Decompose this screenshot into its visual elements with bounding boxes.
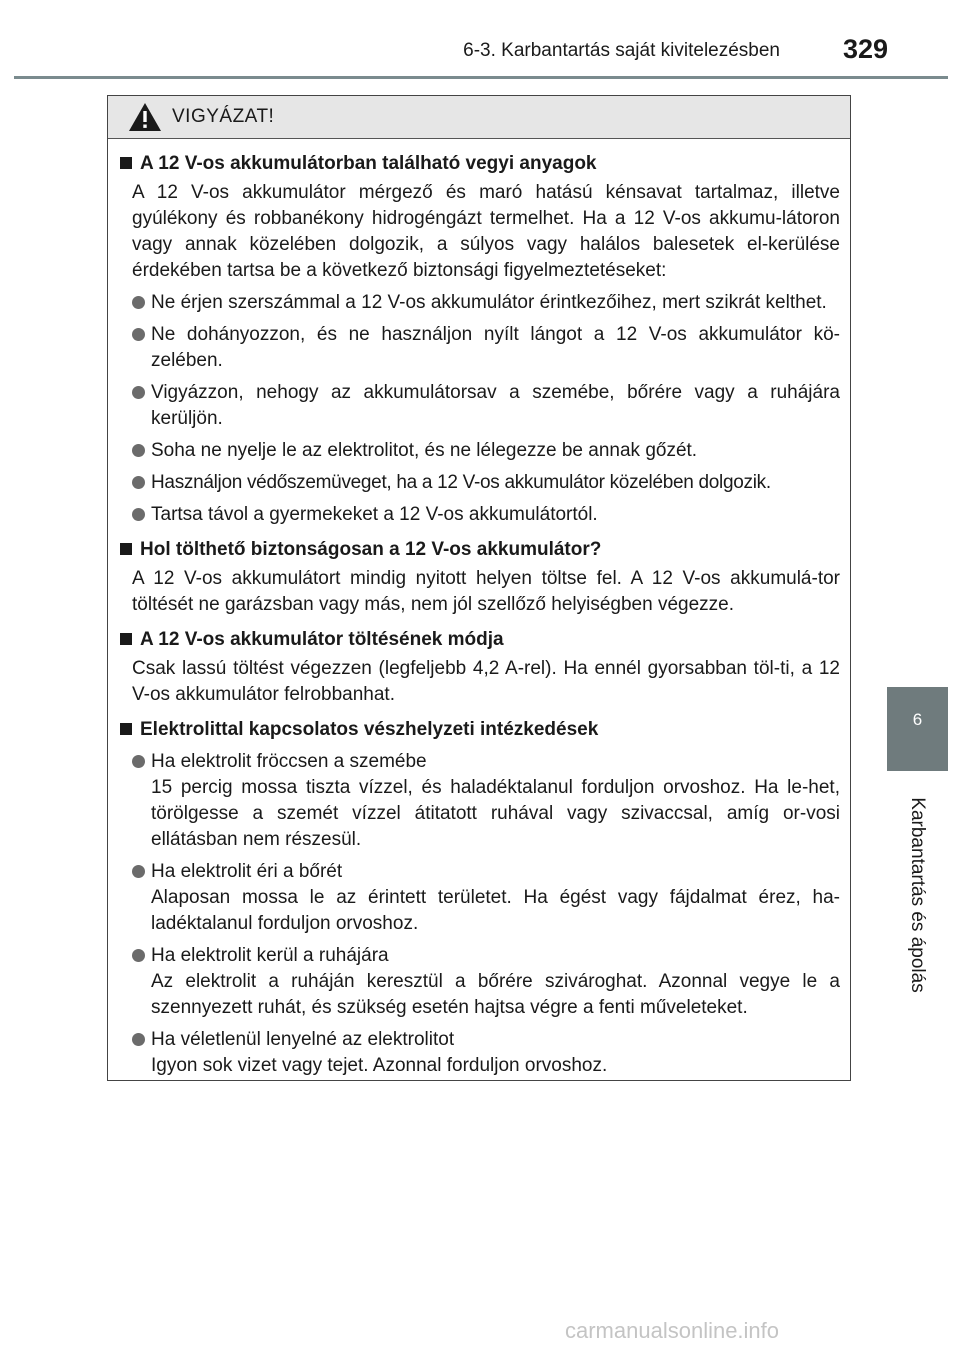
- section-paragraph: A 12 V-os akkumulátort mindig nyitott helyen töltse fel. A 12 V-os akkumulá-tor töltését ne garázsban vagy más, nem jól szellőző helyiségben végezze.: [132, 568, 840, 615]
- section-heading: A 12 V-os akkumulátor töltésének módja: [120, 627, 840, 653]
- emergency-title: Ha véletlenül lenyelné az elektrolitot: [151, 1029, 455, 1050]
- emergency-text: Az elektrolit a ruháján keresztül a bőrére szivároghat. Azonnal vegye le a szennyezett ruhát, és szükség esetén hajtsa végre a fenti műveleteket.: [151, 971, 840, 1018]
- section-heading: Elektrolittal kapcsolatos vészhelyzeti intézkedések: [120, 717, 840, 743]
- round-bullet-icon: [132, 386, 145, 399]
- list-item: [120, 1027, 840, 1079]
- list-item: [120, 943, 840, 1021]
- round-bullet-icon: [132, 1033, 145, 1046]
- section-heading: A 12 V-os akkumulátorban található vegyi anyagok: [120, 151, 840, 177]
- list-item: Ne érjen szerszámmal a 12 V-os akkumulátor érintkezőihez, mert szikrát kelthet.: [120, 290, 840, 316]
- chapter-number: 6: [912, 710, 923, 729]
- chapter-label: Karbantartás és ápolás: [907, 797, 928, 993]
- emergency-text: 15 percig mossa tiszta vízzel, és haladéktalanul forduljon orvoshoz. Ha le-het, törölgesse a szemét vízzel átitatott ruhával vagy szivaccsal, amíg or-vosi ellátásban nem részesül.: [151, 777, 840, 850]
- list-item: [120, 859, 840, 937]
- square-bullet-icon: [120, 543, 132, 555]
- square-bullet-icon: [120, 723, 132, 735]
- warning-content: [108, 139, 850, 1079]
- round-bullet-icon: [132, 476, 145, 489]
- warning-header: [108, 96, 850, 139]
- emergency-title: Ha elektrolit fröccsen a szemébe: [151, 751, 427, 772]
- list-item: Soha ne nyelje le az elektrolitot, és ne lélegezze be annak gőzét.: [120, 438, 840, 464]
- emergency-title: Ha elektrolit éri a bőrét: [151, 861, 343, 882]
- round-bullet-icon: [132, 865, 145, 878]
- list-item: Vigyázzon, nehogy az akkumulátorsav a szemébe, bőrére vagy a ruhájára kerüljön.: [120, 380, 840, 432]
- list-item: [120, 749, 840, 853]
- emergency-text: Igyon sok vizet vagy tejet. Azonnal forduljon orvoshoz.: [151, 1055, 608, 1076]
- list-item: Ne dohányozzon, és ne használjon nyílt lángot a 12 V-os akkumulátor kö-zelében.: [120, 322, 840, 374]
- square-bullet-icon: [120, 157, 132, 169]
- round-bullet-icon: [132, 508, 145, 521]
- round-bullet-icon: [132, 328, 145, 341]
- section-title: 6-3. Karbantartás saját kivitelezésben: [463, 40, 780, 61]
- emergency-text: Alaposan mossa le az érintett területet. Ha égést vagy fájdalmat érez, ha-ladéktalanul forduljon orvoshoz.: [151, 887, 840, 934]
- watermark: carmanualsonline.info: [565, 1318, 780, 1343]
- emergency-title: Ha elektrolit kerül a ruhájára: [151, 945, 389, 966]
- square-bullet-icon: [120, 633, 132, 645]
- warning-triangle-icon: [128, 102, 162, 132]
- list-item: Tartsa távol a gyermekeket a 12 V-os akkumulátortól.: [120, 502, 840, 528]
- warning-box: [107, 95, 851, 1081]
- section-paragraph: Csak lassú töltést végezzen (legfeljebb 4,2 A-rel). Ha ennél gyorsabban töl-ti, a 12 V-os akkumulátor felrobbanhat.: [132, 658, 840, 705]
- round-bullet-icon: [132, 444, 145, 457]
- round-bullet-icon: [132, 949, 145, 962]
- list-item: Használjon védőszemüveget, ha a 12 V-os akkumulátor közelében dolgozik.: [120, 470, 840, 496]
- page-number: 329: [842, 34, 888, 64]
- warning-title: VIGYÁZAT!: [172, 106, 275, 127]
- section-paragraph: A 12 V-os akkumulátor mérgező és maró hatású kénsavat tartalmaz, illetve gyúlékony és robbanékony hidrogéngázt termelhet. Ha a 12 V-os akkumu-látoron vagy annak közelében dolgozik, a súlyos vagy halálos balesetek el-kerülése érdekében tartsa be a következő biztonsági figyelmeztetéseket:: [132, 182, 840, 281]
- round-bullet-icon: [132, 755, 145, 768]
- chapter-tab: [887, 687, 948, 771]
- header-divider: [14, 76, 948, 79]
- section-heading: Hol tölthető biztonságosan a 12 V-os akkumulátor?: [120, 537, 840, 563]
- round-bullet-icon: [132, 296, 145, 309]
